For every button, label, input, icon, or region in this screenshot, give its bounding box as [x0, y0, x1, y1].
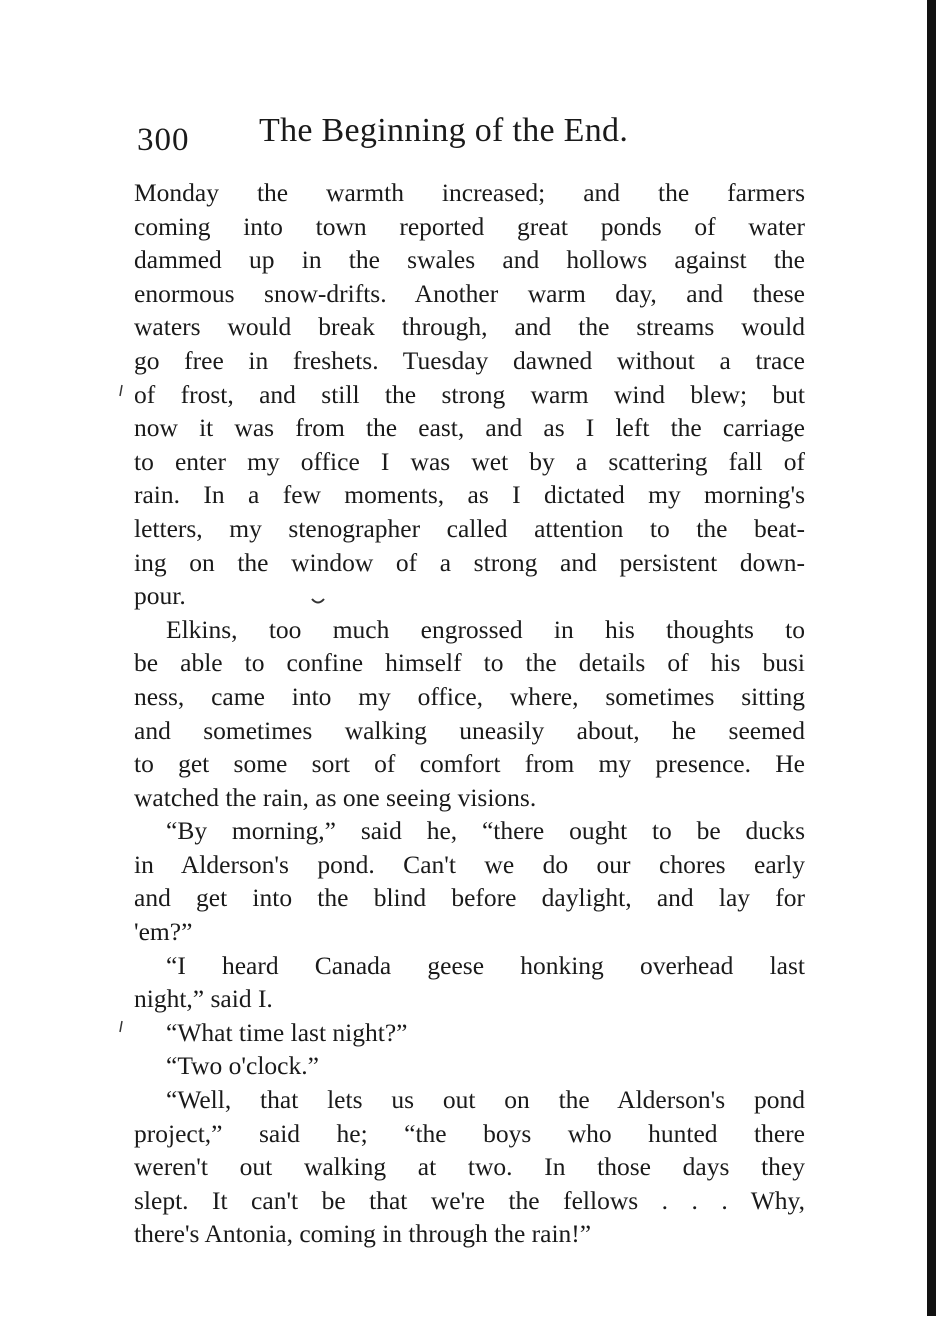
running-title: The Beginning of the End.: [259, 112, 629, 149]
text-line: dammed up in the swales and hollows against the: [134, 245, 805, 275]
text-line: night,” said I.: [134, 984, 273, 1014]
text-line: rain. In a few moments, as I dictated my morning's: [134, 480, 805, 510]
text-line: waters would break through, and the streams would: [134, 312, 805, 342]
margin-tick-mark: [118, 1020, 124, 1034]
text-line: 'em?”: [134, 917, 193, 947]
ink-speck-mark: [310, 596, 326, 608]
text-line: coming into town reported great ponds of water: [134, 211, 805, 241]
text-line: enormous snow-drifts. Another warm day, and these: [134, 278, 805, 308]
body-text: [134, 176, 805, 1251]
page-number: 300: [137, 122, 190, 158]
text-line: now it was from the east, and as I left the carriage: [134, 413, 805, 443]
text-line: “By morning,” said he, “there ought to be ducks: [166, 816, 805, 846]
text-line: “Two o'clock.”: [166, 1051, 319, 1081]
text-line: ness, came into my office, where, sometimes sitting: [134, 681, 805, 711]
text-line: and get into the blind before daylight, and lay for: [134, 883, 805, 913]
text-line: “What time last night?”: [166, 1017, 408, 1047]
text-line: letters, my stenographer called attention to the beat-: [134, 513, 805, 543]
text-line: “Well, that lets us out on the Alderson's pond: [166, 1085, 805, 1115]
text-line: in Alderson's pond. Can't we do our chores early: [134, 849, 805, 879]
page-edge-shadow: [927, 0, 936, 1316]
text-line: to get some sort of comfort from my presence. He: [134, 749, 805, 779]
text-line: to enter my office I was wet by a scattering fall of: [134, 446, 805, 476]
text-line: of frost, and still the strong warm wind blew; but: [134, 379, 805, 409]
text-line: Monday the warmth increased; and the farmers: [134, 178, 805, 207]
text-line: watched the rain, as one seeing visions.: [134, 782, 537, 812]
text-line: project,” said he; “the boys who hunted there: [134, 1118, 805, 1148]
text-line: “I heard Canada geese honking overhead last: [166, 950, 805, 980]
running-header: [137, 112, 817, 162]
text-line: Elkins, too much engrossed in his thoughts to: [166, 614, 805, 644]
text-line: ing on the window of a strong and persistent down-: [134, 547, 805, 577]
text-line: there's Antonia, coming in through the rain!”: [134, 1219, 592, 1249]
text-line: slept. It can't be that we're the fellows . . . Why,: [134, 1185, 805, 1215]
text-line: pour.: [134, 581, 186, 611]
text-line: and sometimes walking uneasily about, he seemed: [134, 715, 805, 745]
text-line: be able to confine himself to the details of his busi: [134, 648, 805, 678]
margin-tick-mark: [118, 384, 124, 398]
text-line: go free in freshets. Tuesday dawned without a trace: [134, 345, 805, 375]
text-line: weren't out walking at two. In those days they: [134, 1152, 805, 1182]
